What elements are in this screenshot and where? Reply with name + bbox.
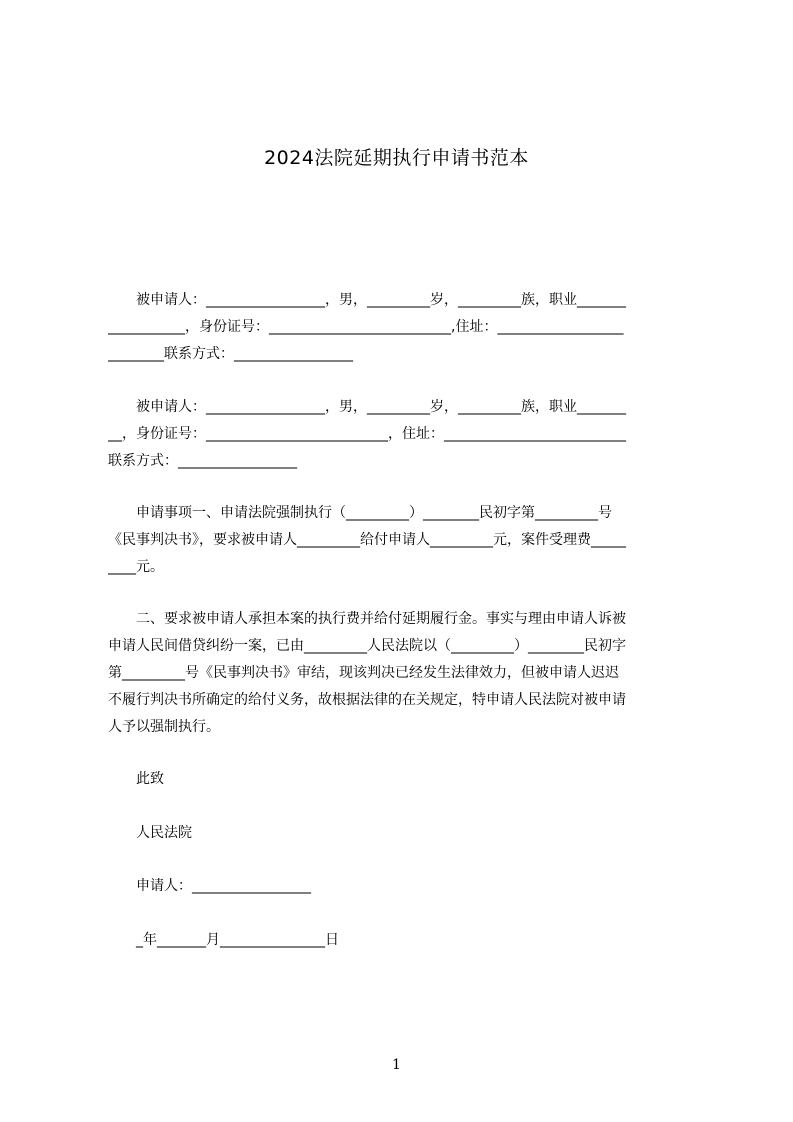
facts-paragraph <box>108 606 700 741</box>
request-line-2: 《民事判决书》，要求被申请人_________给付申请人_________元，案件受理费_____ <box>108 532 626 548</box>
respondent-1-line-2: ___________，身份证号：__________________________,住址：__________________ <box>108 319 624 335</box>
facts-line-2: 申请人民间借贷纠纷一案，已由_________人民法院以（_________）________民初字 <box>108 638 626 654</box>
request-line-1: 申请事项一、申请法院强制执行（_________）________民初字第_________号 <box>108 505 612 521</box>
page-number: 1 <box>392 1057 401 1073</box>
salutation: 此致 <box>136 771 164 787</box>
facts-line-5: 人予以强制执行。 <box>108 719 220 735</box>
respondent-1-line-3: ________联系方式：_________________ <box>108 346 353 362</box>
respondent-2-line-1: 被申请人：_________________，男，_________岁，_________族，职业_______ <box>108 399 626 415</box>
request-paragraph <box>108 500 700 581</box>
document-title: 2024法院延期执行申请书范本 <box>264 147 529 169</box>
respondent-1-paragraph <box>108 287 700 368</box>
request-line-3: ____元。 <box>108 559 164 575</box>
court-name-line: 人民法院 <box>136 825 192 841</box>
respondent-2-line-3: 联系方式：_________________ <box>108 453 297 469</box>
facts-line-3: 第_________号《民事判决书》审结，现该判决已经发生法律效力，但被申请人迟迟 <box>108 665 619 681</box>
respondent-1-line-1: 被申请人：_________________，男，_________岁，_________族，职业_______ <box>108 292 626 308</box>
respondent-2-paragraph <box>108 394 700 475</box>
facts-line-4: 不履行判决书所确定的给付义务，故根据法律的在关规定，特申请人民法院对被申请 <box>108 692 626 708</box>
facts-line-1: 二、要求被申请人承担本案的执行费并给付延期履行金。事实与理由申请人诉被 <box>108 611 626 627</box>
respondent-2-line-2: __，身份证号：__________________________，住址：__________________________ <box>108 426 626 442</box>
date-line: _年_______月_______________日 <box>136 932 339 948</box>
applicant-signature-line: 申请人：_________________ <box>136 878 311 894</box>
